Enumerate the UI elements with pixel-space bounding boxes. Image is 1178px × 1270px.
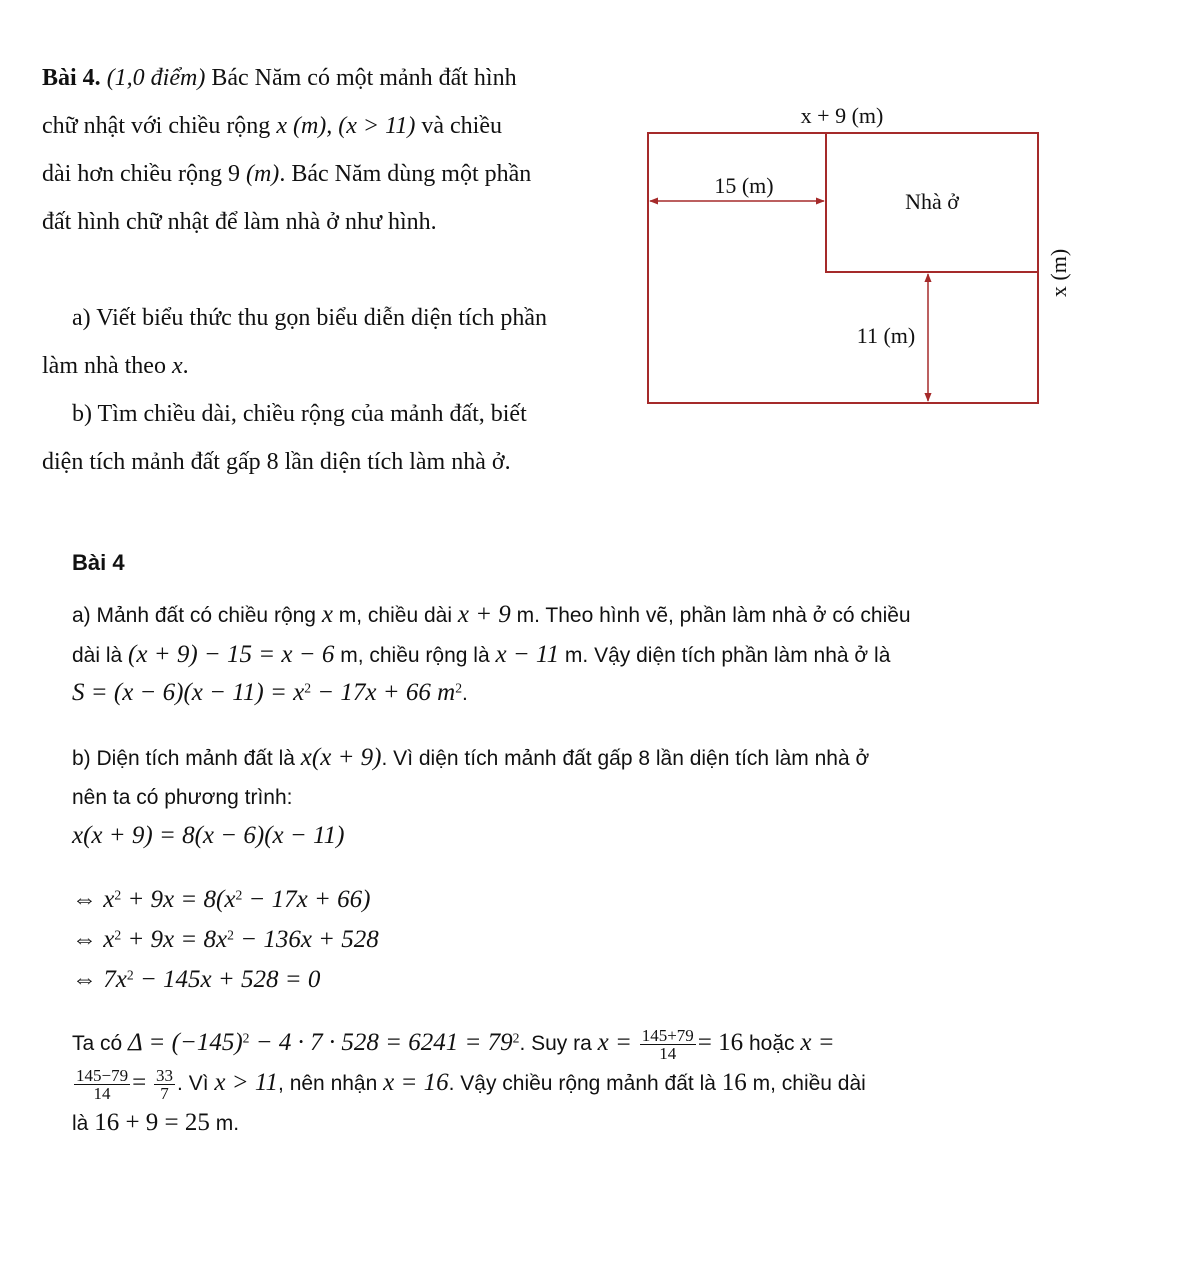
solution-math: ⇔ x: [72, 886, 115, 913]
solution-math: x =: [800, 1029, 835, 1056]
solution-text: m, chiều dài: [332, 604, 458, 627]
solution-math: =: [132, 1069, 147, 1096]
solution-text: Ta có: [72, 1032, 129, 1055]
solution-d-line-3: [72, 1103, 1102, 1144]
problem-part-b: b) Tìm chiều dài, chiều rộng của mảnh đất, biết: [72, 401, 527, 427]
fraction-numerator: 145+79: [641, 1025, 694, 1045]
land-plot-diagram: [630, 95, 1090, 415]
problem-text: chữ nhật với chiều rộng: [42, 113, 277, 139]
solution-text: .: [462, 682, 468, 705]
fraction: [154, 1067, 175, 1102]
land-rectangle: [648, 133, 1038, 403]
solution-math: x − 11: [495, 641, 560, 668]
house-label: Nhà ở: [905, 189, 959, 214]
solution-a-line-2: [72, 635, 1102, 676]
solution-title: Bài 4: [72, 550, 125, 575]
solution-math: x =: [597, 1029, 632, 1056]
problem-math: x: [171, 353, 183, 379]
solution-math: x(x + 9) = 8(x − 6)(x − 11): [72, 822, 345, 849]
solution-text: , nên nhận: [278, 1072, 384, 1095]
solution-math: 16 + 9 = 25: [94, 1109, 210, 1136]
solution-text: a) Mảnh đất có chiều rộng: [72, 604, 322, 627]
problem-math: (m): [245, 161, 280, 187]
solution-math: + 9x = 8x: [121, 926, 228, 953]
solution-text: m, chiều dài: [746, 1072, 866, 1095]
problem-text: .: [182, 353, 189, 379]
problem-text: . Bác Năm dùng một phần: [279, 161, 532, 187]
solution-math: ⇔ x: [72, 926, 115, 953]
side-width-label: x (m): [1046, 248, 1071, 298]
top-length-label: x + 9 (m): [800, 103, 884, 128]
solution-math: − 145x + 528 = 0: [133, 966, 321, 993]
solution-text: m, chiều rộng là: [334, 644, 496, 667]
middle-11-label: 11 (m): [856, 323, 916, 348]
fraction-denominator: 7: [160, 1083, 169, 1103]
left-15-label: 15 (m): [714, 173, 774, 198]
solution-math: − 136x + 528: [233, 926, 379, 953]
fraction: [74, 1067, 130, 1102]
problem-part-a: a) Viết biểu thức thu gọn biểu diễn diện tích phần: [72, 305, 548, 331]
solution-text: . Vì: [177, 1072, 215, 1095]
solution-math: Δ = (−145): [128, 1029, 243, 1056]
problem-part-b-line-2: [42, 438, 614, 486]
solution-math: − 17x + 66): [242, 886, 371, 913]
problem-text: làm nhà theo: [42, 353, 172, 379]
solution-math: S = (x − 6)(x − 11) = x: [72, 679, 305, 706]
solution-math: − 4 · 7 · 528 = 6241 = 79: [249, 1029, 513, 1056]
fraction-denominator: 14: [659, 1043, 677, 1063]
solution-math: ⇔ 7x: [72, 966, 127, 993]
solution-text: . Suy ra: [519, 1032, 598, 1055]
problem-intro-1: Bác Năm có một mảnh đất hình: [211, 65, 517, 91]
exponent: 2: [304, 680, 312, 696]
exponent: 2: [227, 927, 234, 943]
solution-math: x: [321, 601, 333, 628]
equation-4: [72, 960, 1102, 1001]
exponent: 2: [235, 887, 243, 903]
equation-1: [72, 816, 1102, 857]
solution-math: = 16: [697, 1029, 744, 1056]
fraction: [640, 1027, 696, 1062]
exponent: 2: [512, 1030, 520, 1046]
solution-text: m.: [209, 1112, 240, 1135]
problem-line-1: [42, 54, 614, 102]
solution-text: b) Diện tích mảnh đất là: [72, 747, 301, 770]
solution-math: 16: [721, 1069, 747, 1096]
fraction-denominator: 14: [93, 1083, 111, 1103]
solution-b-line-2: [72, 778, 1102, 818]
solution-a-line-1: [72, 595, 1102, 636]
solution-a-line-3: [72, 673, 1102, 714]
solution-text: . Vì diện tích mảnh đất gấp 8 lần diện tích làm nhà ở: [381, 747, 870, 770]
problem-line-4: [42, 198, 614, 246]
problem-part-a-line-1: [42, 294, 614, 342]
problem-text: đất hình chữ nhật để làm nhà ở như hình.: [42, 209, 437, 235]
solution-text: . Vậy chiều rộng mảnh đất là: [448, 1072, 722, 1095]
solution-math: (x + 9) − 15 = x − 6: [128, 641, 335, 668]
exponent: 2: [242, 1030, 250, 1046]
solution-math: x + 9: [457, 601, 511, 628]
solution-math: x(x + 9): [300, 744, 382, 771]
solution-math: x = 16: [383, 1069, 449, 1096]
exponent: 2: [126, 967, 134, 983]
problem-line-3: [42, 150, 614, 198]
solution-b-line-1: [72, 738, 1102, 779]
fraction-numerator: 145−79: [76, 1065, 129, 1085]
problem-text: dài hơn chiều rộng 9: [42, 161, 246, 187]
solution-text: m. Vậy diện tích phần làm nhà ở là: [559, 644, 891, 667]
problem-line-2: [42, 102, 614, 150]
solution-text: là: [72, 1112, 95, 1135]
solution-math: − 17x + 66 m: [311, 679, 456, 706]
exponent: 2: [114, 927, 122, 943]
problem-label: Bài 4.: [42, 65, 101, 91]
solution-d-line-2: [72, 1063, 1102, 1104]
solution-d-line-1: [72, 1023, 1102, 1064]
exponent: 2: [114, 887, 122, 903]
solution-text: dài là: [72, 644, 129, 667]
problem-text: và chiều: [415, 113, 502, 139]
solution-math: + 9x = 8(x: [121, 886, 236, 913]
solution-text: hoặc: [743, 1032, 801, 1055]
problem-math: x (m), (x > 11): [276, 113, 416, 139]
equation-2: [72, 880, 1102, 921]
problem-part-b-line-1: [42, 390, 614, 438]
problem-points: (1,0 điểm): [106, 65, 206, 91]
problem-text: diện tích mảnh đất gấp 8 lần diện tích làm nhà ở.: [42, 449, 511, 475]
equation-3: [72, 920, 1102, 961]
problem-part-a-line-2: [42, 342, 614, 390]
fraction-numerator: 33: [156, 1065, 174, 1085]
solution-text: m. Theo hình vẽ, phần làm nhà ở có chiều: [510, 604, 911, 627]
solution-text: nên ta có phương trình:: [72, 786, 293, 809]
exponent: 2: [455, 680, 463, 696]
solution-math: x > 11: [214, 1069, 279, 1096]
